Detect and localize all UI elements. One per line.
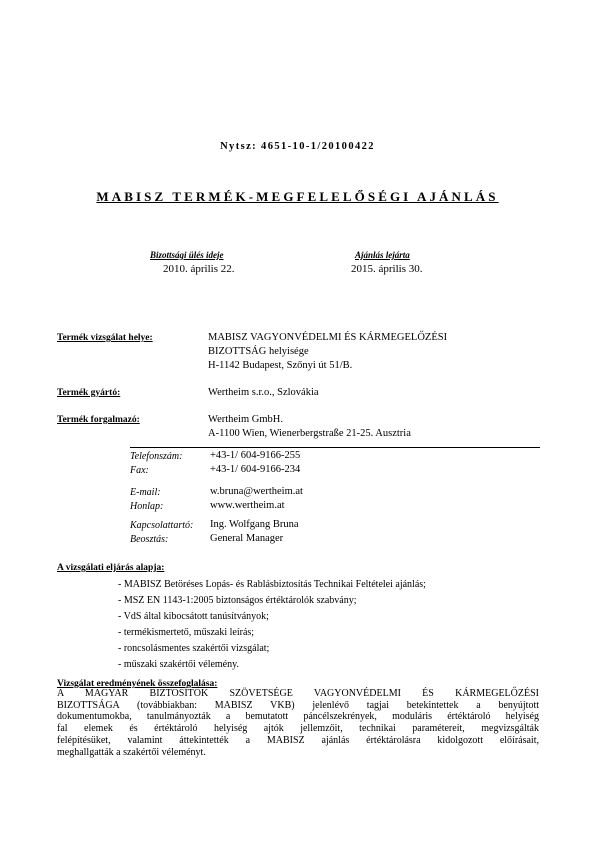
test-site-line-2: BIZOTTSÁG helyisége bbox=[208, 346, 309, 357]
divider-line bbox=[130, 447, 540, 448]
contact-person-label: Kapcsolattartó: bbox=[130, 520, 194, 531]
basis-item-5: - roncsolásmentes szakértői vizsgálat; bbox=[118, 643, 270, 654]
position-label: Beosztás: bbox=[130, 534, 169, 545]
distributor-line-2: A-1100 Wien, Wienerbergstraße 21-25. Ausztria bbox=[208, 428, 411, 439]
fax-label: Fax: bbox=[130, 465, 149, 476]
summary-line-2: BIZOTTSÁGA (továbbiakban: MABISZ VKB) jelenlévő tagjai betekintettek a benyújtott bbox=[57, 699, 539, 711]
expiry-date-label: Ajánlás lejárta bbox=[355, 250, 410, 260]
website-label: Honlap: bbox=[130, 501, 164, 512]
issue-date-label: Bizottsági ülés ideje bbox=[150, 250, 224, 260]
test-site-line-1: MABISZ VAGYONVÉDELMI ÉS KÁRMEGELŐZÉSI bbox=[208, 332, 448, 343]
basis-item-2: - MSZ EN 1143-1:2005 biztonságos értéktárolók szabvány; bbox=[118, 595, 357, 606]
website-link[interactable]: www.wertheim.at bbox=[210, 500, 285, 511]
summary-line-3: dokumentumokba, tanulmányozták a bemutatott páncélszekrények, moduláris értéktároló helyiség bbox=[57, 711, 539, 723]
summary-paragraph bbox=[57, 688, 539, 758]
manufacturer-label: Termék gyártó: bbox=[57, 388, 121, 398]
summary-line-1: A MAGYAR BIZTOSÍTÓK SZÖVETSÉGE VAGYONVÉDELMI ÉS KÁRMEGELŐZÉSI bbox=[57, 688, 539, 699]
document-title: MABISZ TERMÉK-MEGFELELŐSÉGI AJÁNLÁS bbox=[96, 189, 499, 204]
summary-line-6: meghallgatták a szakértői véleményt. bbox=[57, 746, 206, 758]
basis-label: A vizsgálati eljárás alapja: bbox=[57, 563, 165, 573]
position-value: General Manager bbox=[210, 533, 284, 544]
contact-person-value: Ing. Wolfgang Bruna bbox=[210, 519, 299, 530]
email-link[interactable]: w.bruna@wertheim.at bbox=[210, 486, 303, 497]
phone-label: Telefonszám: bbox=[130, 451, 183, 462]
basis-item-6: - műszaki szakértői vélemény. bbox=[118, 659, 239, 670]
issue-date-value: 2010. április 22. bbox=[163, 263, 235, 275]
distributor-line-1: Wertheim GmbH. bbox=[208, 414, 283, 425]
distributor-label: Termék forgalmazó: bbox=[57, 415, 140, 425]
email-label: E-mail: bbox=[130, 487, 161, 498]
summary-label: Vizsgálat eredményének összefoglalása: bbox=[57, 679, 218, 689]
test-site-label: Termék vizsgálat helye: bbox=[57, 333, 153, 343]
reference-number: Nytsz: 4651-10-1/20100422 bbox=[220, 141, 375, 152]
manufacturer-value: Wertheim s.r.o., Szlovákia bbox=[208, 387, 319, 398]
basis-item-4: - termékismertető, műszaki leírás; bbox=[118, 627, 255, 638]
basis-item-1: - MABISZ Betöréses Lopás- és Rablásbiztosítás Technikai Feltételei ajánlás; bbox=[118, 579, 426, 590]
summary-line-5: felépítésüket, valamint áttekintették a MABISZ ajánlás értéktárolásra kidolgozott előírásait, bbox=[57, 734, 539, 746]
test-site-line-3: H-1142 Budapest, Szőnyi út 51/B. bbox=[208, 360, 353, 371]
summary-line-4: fal elemek és értéktároló helyiség ajtók jellemzőit, technikai paramétereit, megvizsgálták bbox=[57, 723, 539, 735]
basis-item-3: - VdS által kibocsátott tanúsítványok; bbox=[118, 611, 269, 622]
phone-value: +43-1/ 604-9166-255 bbox=[210, 450, 301, 461]
fax-value: +43-1/ 604-9166-234 bbox=[210, 464, 301, 475]
expiry-date-value: 2015. április 30. bbox=[351, 263, 423, 275]
